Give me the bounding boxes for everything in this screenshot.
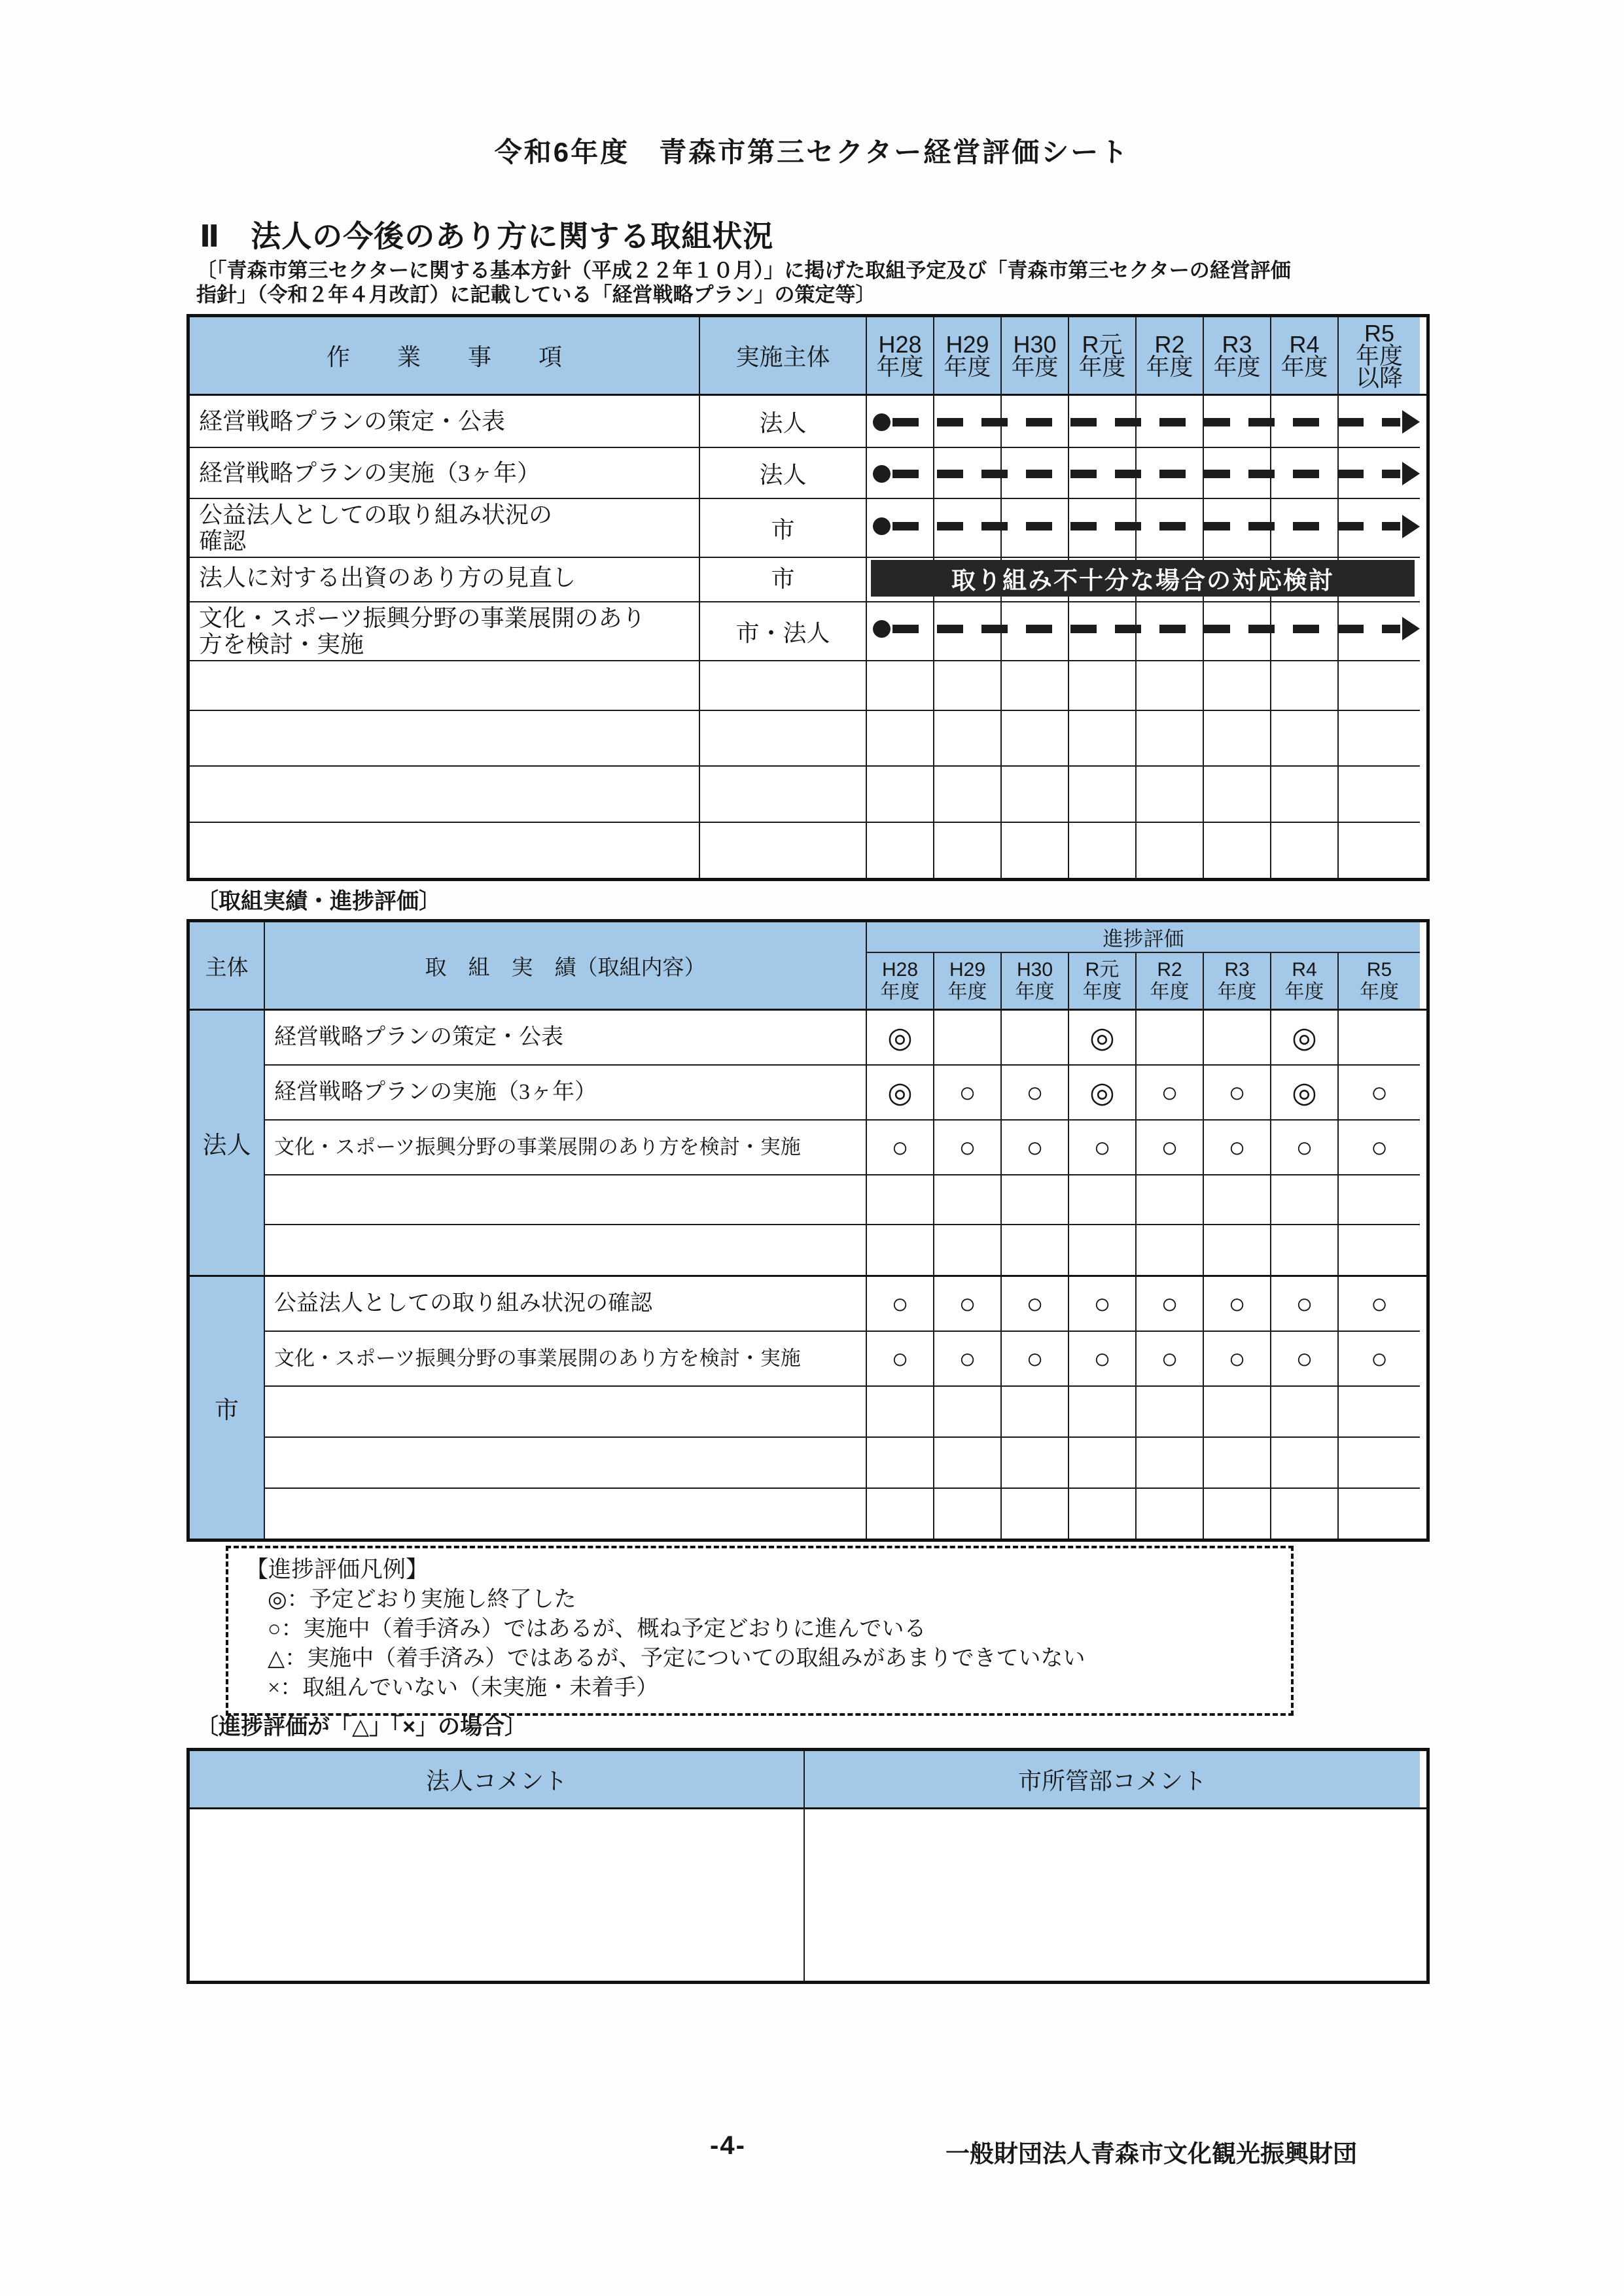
legend-item-cross: ×：取組んでいない（未実施・未着手） bbox=[268, 1676, 659, 1700]
mark-cell bbox=[1204, 1387, 1271, 1438]
progress-group-houjin bbox=[190, 1011, 1426, 1277]
mark-cell bbox=[1339, 1387, 1420, 1438]
mark-cell bbox=[1137, 1438, 1204, 1489]
year-cell bbox=[934, 655, 1002, 711]
header-eval-title: 進捗評価 bbox=[867, 922, 1420, 953]
mark-cell bbox=[1069, 1489, 1137, 1539]
mark-cell: ○ bbox=[934, 1066, 1002, 1121]
mark-cell bbox=[1271, 1225, 1339, 1275]
year-cell bbox=[867, 655, 934, 711]
mark-cell bbox=[1137, 1387, 1204, 1438]
group-rows bbox=[265, 1011, 1420, 1275]
header-year-r3: R3 年度 bbox=[1204, 317, 1271, 394]
mark-cell: ○ bbox=[1002, 1332, 1069, 1387]
mark-cell bbox=[1339, 1011, 1420, 1066]
footer-organization: 一般財団法人青森市文化観光振興財団 bbox=[945, 2140, 1357, 2167]
mark-cell bbox=[1002, 1387, 1069, 1438]
year-cell bbox=[1339, 823, 1420, 878]
year-cell bbox=[867, 767, 934, 823]
progress-row bbox=[265, 1011, 1420, 1066]
schedule-row bbox=[190, 553, 1426, 602]
header-year-r3: R3 年度 bbox=[1204, 953, 1271, 1009]
year-cell bbox=[1002, 823, 1069, 878]
year-cell bbox=[1339, 655, 1420, 711]
progress-row-empty bbox=[265, 1225, 1420, 1275]
year-cell bbox=[1002, 767, 1069, 823]
mark-cell bbox=[1339, 1489, 1420, 1539]
mark-cell bbox=[1002, 1175, 1069, 1225]
schedule-row bbox=[190, 602, 1426, 655]
mark-cell bbox=[934, 1175, 1002, 1225]
mark-cell bbox=[1069, 1387, 1137, 1438]
header-year-r4: R4 年度 bbox=[1271, 953, 1339, 1009]
header-year-r2: R2 年度 bbox=[1137, 953, 1204, 1009]
mark-cell bbox=[1002, 1438, 1069, 1489]
mark-cell: ○ bbox=[1069, 1121, 1137, 1175]
mark-cell bbox=[1002, 1489, 1069, 1539]
progress-row-empty bbox=[265, 1489, 1420, 1539]
progress-row bbox=[265, 1121, 1420, 1175]
header-work-result: 取 組 実 績（取組内容） bbox=[265, 922, 867, 1009]
header-year-h28: H28 年度 bbox=[867, 953, 934, 1009]
mark-cell: ◎ bbox=[867, 1011, 934, 1066]
mark-cell bbox=[1339, 1438, 1420, 1489]
group-label-houjin: 法人 bbox=[190, 1011, 265, 1275]
mark-cell: ○ bbox=[1137, 1332, 1204, 1387]
header-city-comment: 市所管部コメント bbox=[805, 1751, 1420, 1807]
mark-cell: ○ bbox=[1069, 1277, 1137, 1332]
work-item-label bbox=[190, 767, 700, 823]
implementer-label: 市・法人 bbox=[700, 602, 867, 661]
page-title: 令和6年度 青森市第三セクター経営評価シート bbox=[494, 137, 1130, 167]
mark-cell bbox=[1137, 1175, 1204, 1225]
year-cell bbox=[1204, 655, 1271, 711]
progress-row bbox=[265, 1066, 1420, 1121]
implementer-label bbox=[700, 655, 867, 711]
year-cell bbox=[1271, 767, 1339, 823]
year-cell bbox=[1002, 711, 1069, 767]
header-year-h29: H29 年度 bbox=[934, 317, 1002, 394]
year-cell bbox=[934, 823, 1002, 878]
mark-cell: ○ bbox=[1271, 1277, 1339, 1332]
year-cell bbox=[1002, 655, 1069, 711]
year-cell bbox=[1271, 655, 1339, 711]
comment-table bbox=[186, 1748, 1430, 1984]
progress-row bbox=[265, 1332, 1420, 1387]
year-cell bbox=[1339, 711, 1420, 767]
year-cell bbox=[1204, 711, 1271, 767]
arrow-dashed-line bbox=[892, 470, 1400, 478]
section-heading: Ⅱ 法人の今後のあり方に関する取組状況 bbox=[200, 219, 774, 253]
year-cell bbox=[1204, 823, 1271, 878]
year-cell bbox=[934, 767, 1002, 823]
header-year-r4: R4 年度 bbox=[1271, 317, 1339, 394]
mark-cell bbox=[1069, 1438, 1137, 1489]
work-item-label bbox=[190, 823, 700, 878]
schedule-row bbox=[190, 499, 1426, 553]
work-result-label bbox=[265, 1387, 867, 1438]
header-year-h30: H30 年度 bbox=[1002, 317, 1069, 394]
implementer-label: 市 bbox=[700, 499, 867, 558]
page-number: -4- bbox=[710, 2131, 746, 2160]
header-year-r2: R2 年度 bbox=[1137, 317, 1204, 394]
implementer-label bbox=[700, 711, 867, 767]
schedule-row-empty bbox=[190, 711, 1426, 767]
year-cell bbox=[1204, 767, 1271, 823]
implementer-label bbox=[700, 767, 867, 823]
comment-section-label: 〔進捗評価が「△」「×」の場合〕 bbox=[196, 1714, 527, 1739]
section-note-line2: 指針」（令和２年４月改訂）に記載している「経営戦略プラン」の策定等〕 bbox=[196, 283, 876, 306]
progress-section-label: 〔取組実績・進捗評価〕 bbox=[196, 889, 441, 914]
city-comment-cell bbox=[805, 1809, 1420, 1981]
header-subject: 主体 bbox=[190, 922, 265, 1009]
year-cell bbox=[1069, 767, 1137, 823]
mark-cell bbox=[1271, 1387, 1339, 1438]
mark-cell: ○ bbox=[1339, 1066, 1420, 1121]
comment-body-row bbox=[190, 1809, 1426, 1981]
progress-row-empty bbox=[265, 1387, 1420, 1438]
legend-item-triangle: △：実施中（着手済み）ではあるが、予定についての取組みがあまりできていない bbox=[268, 1646, 1086, 1671]
implementer-label: 法人 bbox=[700, 448, 867, 499]
timeline-arrow bbox=[873, 617, 1420, 640]
mark-cell: ○ bbox=[1069, 1332, 1137, 1387]
work-result-label bbox=[265, 1225, 867, 1275]
header-year-r1: R元 年度 bbox=[1069, 953, 1137, 1009]
work-item-label bbox=[190, 655, 700, 711]
mark-cell: ◎ bbox=[867, 1066, 934, 1121]
year-cell bbox=[1069, 823, 1137, 878]
work-item-label bbox=[190, 711, 700, 767]
mark-cell bbox=[867, 1438, 934, 1489]
progress-table bbox=[186, 919, 1430, 1542]
work-result-label: 経営戦略プランの実施（3ヶ年） bbox=[265, 1066, 867, 1121]
mark-cell bbox=[1002, 1225, 1069, 1275]
arrow-start-dot bbox=[873, 620, 891, 638]
mark-cell: ○ bbox=[1204, 1121, 1271, 1175]
year-cell bbox=[1339, 767, 1420, 823]
timeline-arrow bbox=[873, 462, 1420, 485]
arrow-head-icon bbox=[1402, 462, 1420, 485]
work-result-label: 公益法人としての取り組み状況の確認 bbox=[265, 1277, 867, 1332]
mark-cell: ○ bbox=[867, 1277, 934, 1332]
mark-cell: ○ bbox=[934, 1332, 1002, 1387]
year-cell bbox=[1069, 655, 1137, 711]
mark-cell: ○ bbox=[1204, 1066, 1271, 1121]
implementer-label: 法人 bbox=[700, 396, 867, 448]
schedule-row bbox=[190, 448, 1426, 499]
mark-cell: ○ bbox=[1002, 1121, 1069, 1175]
work-item-label: 文化・スポーツ振興分野の事業展開のあり 方を検討・実施 bbox=[190, 602, 700, 661]
work-result-label bbox=[265, 1489, 867, 1539]
mark-cell bbox=[1137, 1011, 1204, 1066]
year-cell bbox=[1069, 711, 1137, 767]
arrow-head-icon bbox=[1402, 410, 1420, 434]
arrow-dashed-line bbox=[892, 625, 1400, 633]
mark-cell: ○ bbox=[867, 1332, 934, 1387]
progress-year-row bbox=[867, 953, 1420, 1009]
year-cell bbox=[1137, 823, 1204, 878]
work-result-label: 文化・スポーツ振興分野の事業展開のあり方を検討・実施 bbox=[265, 1332, 867, 1387]
mark-cell: ◎ bbox=[1069, 1011, 1137, 1066]
mark-cell bbox=[1204, 1225, 1271, 1275]
mark-cell bbox=[1137, 1489, 1204, 1539]
year-cell bbox=[867, 711, 934, 767]
mark-cell: ○ bbox=[1339, 1332, 1420, 1387]
arrow-start-dot bbox=[873, 465, 891, 483]
year-cell bbox=[1271, 823, 1339, 878]
header-eval-block bbox=[867, 922, 1420, 1009]
legend-title: 【進捗評価凡例】 bbox=[245, 1557, 429, 1582]
mark-cell bbox=[1271, 1489, 1339, 1539]
header-implementer: 実施主体 bbox=[700, 317, 867, 394]
mark-cell bbox=[934, 1387, 1002, 1438]
implementer-label bbox=[700, 823, 867, 878]
mark-cell: ○ bbox=[1271, 1332, 1339, 1387]
mark-cell bbox=[1204, 1011, 1271, 1066]
mark-cell bbox=[1002, 1011, 1069, 1066]
arrow-head-icon bbox=[1402, 617, 1420, 640]
mark-cell bbox=[1271, 1175, 1339, 1225]
schedule-row-empty bbox=[190, 767, 1426, 823]
arrow-dashed-line bbox=[892, 522, 1400, 531]
comment-header-row bbox=[190, 1751, 1426, 1809]
mark-cell bbox=[1339, 1175, 1420, 1225]
mark-cell bbox=[1137, 1225, 1204, 1275]
insufficient-action-banner: 取り組み不十分な場合の対応検討 bbox=[871, 560, 1415, 597]
mark-cell bbox=[1204, 1489, 1271, 1539]
legend-item-doublecircle: ◎：予定どおり実施し終了した bbox=[268, 1588, 576, 1612]
schedule-row-empty bbox=[190, 655, 1426, 711]
corporation-comment-cell bbox=[190, 1809, 805, 1981]
arrow-dashed-line bbox=[892, 418, 1400, 426]
mark-cell: ○ bbox=[1002, 1277, 1069, 1332]
mark-cell: ○ bbox=[1137, 1121, 1204, 1175]
mark-cell bbox=[867, 1175, 934, 1225]
mark-cell: ○ bbox=[1339, 1277, 1420, 1332]
schedule-row-empty bbox=[190, 823, 1426, 878]
header-year-r5: R5 年度 以降 bbox=[1339, 317, 1420, 394]
progress-row-empty bbox=[265, 1438, 1420, 1489]
year-cell bbox=[1271, 711, 1339, 767]
group-rows bbox=[265, 1277, 1420, 1539]
mark-cell: ○ bbox=[1204, 1277, 1271, 1332]
work-item-label: 経営戦略プランの策定・公表 bbox=[190, 396, 700, 448]
mark-cell bbox=[867, 1225, 934, 1275]
arrow-start-dot bbox=[873, 517, 891, 535]
mark-cell: ○ bbox=[1137, 1066, 1204, 1121]
schedule-row bbox=[190, 396, 1426, 448]
section-note bbox=[196, 258, 1433, 307]
mark-cell: ○ bbox=[1204, 1332, 1271, 1387]
mark-cell bbox=[934, 1438, 1002, 1489]
mark-cell bbox=[1339, 1225, 1420, 1275]
mark-cell bbox=[934, 1489, 1002, 1539]
mark-cell bbox=[867, 1387, 934, 1438]
mark-cell bbox=[1069, 1225, 1137, 1275]
header-year-r1: R元 年度 bbox=[1069, 317, 1137, 394]
work-result-label: 文化・スポーツ振興分野の事業展開のあり方を検討・実施 bbox=[265, 1121, 867, 1175]
progress-header bbox=[190, 922, 1426, 1011]
mark-cell bbox=[1204, 1438, 1271, 1489]
work-item-label: 法人に対する出資のあり方の見直し bbox=[190, 553, 700, 602]
mark-cell: ○ bbox=[1137, 1277, 1204, 1332]
mark-cell bbox=[867, 1489, 934, 1539]
year-cell bbox=[1137, 767, 1204, 823]
mark-cell: ○ bbox=[1002, 1066, 1069, 1121]
section-note-line1: 〔「青森市第三セクターに関する基本方針（平成２２年１０月）」に掲げた取組予定及び「青森市第三セクターの経営評価 bbox=[196, 259, 1291, 282]
header-year-r5: R5 年度 bbox=[1360, 958, 1399, 1003]
progress-group-shi bbox=[190, 1277, 1426, 1539]
header-year-h28: H28 年度 bbox=[867, 317, 934, 394]
mark-cell: ◎ bbox=[1069, 1066, 1137, 1121]
mark-cell: ◎ bbox=[1271, 1066, 1339, 1121]
year-cell bbox=[867, 823, 934, 878]
timeline-arrow bbox=[873, 515, 1420, 538]
arrow-head-icon bbox=[1402, 515, 1420, 538]
legend-item-circle: ○：実施中（着手済み）ではあるが、概ね予定どおりに進んでいる bbox=[268, 1617, 927, 1641]
header-corporation-comment: 法人コメント bbox=[190, 1751, 805, 1807]
mark-cell: ○ bbox=[867, 1121, 934, 1175]
mark-cell bbox=[934, 1011, 1002, 1066]
header-work-item: 作 業 事 項 bbox=[190, 317, 700, 394]
mark-cell: ○ bbox=[1271, 1121, 1339, 1175]
progress-row bbox=[265, 1277, 1420, 1332]
arrow-start-dot bbox=[873, 413, 891, 431]
mark-cell bbox=[1271, 1438, 1339, 1489]
mark-cell: ◎ bbox=[1271, 1011, 1339, 1066]
mark-cell: ○ bbox=[1339, 1121, 1420, 1175]
group-label-shi: 市 bbox=[190, 1277, 265, 1539]
work-result-label bbox=[265, 1438, 867, 1489]
year-cell bbox=[1137, 655, 1204, 711]
mark-cell bbox=[1069, 1175, 1137, 1225]
schedule-header-row bbox=[190, 317, 1426, 396]
mark-cell bbox=[1204, 1175, 1271, 1225]
header-year-h29: H29 年度 bbox=[934, 953, 1002, 1009]
mark-cell: ○ bbox=[934, 1121, 1002, 1175]
timeline-arrow bbox=[873, 410, 1420, 434]
progress-legend-box bbox=[226, 1546, 1294, 1716]
implementer-label: 市 bbox=[700, 553, 867, 602]
progress-row-empty bbox=[265, 1175, 1420, 1225]
mark-cell bbox=[934, 1225, 1002, 1275]
mark-cell: ○ bbox=[934, 1277, 1002, 1332]
year-cell bbox=[934, 711, 1002, 767]
work-item-label: 公益法人としての取り組み状況の 確認 bbox=[190, 499, 700, 558]
work-item-label: 経営戦略プランの実施（3ヶ年） bbox=[190, 448, 700, 499]
work-result-label: 経営戦略プランの策定・公表 bbox=[265, 1011, 867, 1066]
schedule-table bbox=[186, 314, 1430, 881]
work-result-label bbox=[265, 1175, 867, 1225]
year-cell bbox=[1137, 711, 1204, 767]
header-year-h30: H30 年度 bbox=[1002, 953, 1069, 1009]
